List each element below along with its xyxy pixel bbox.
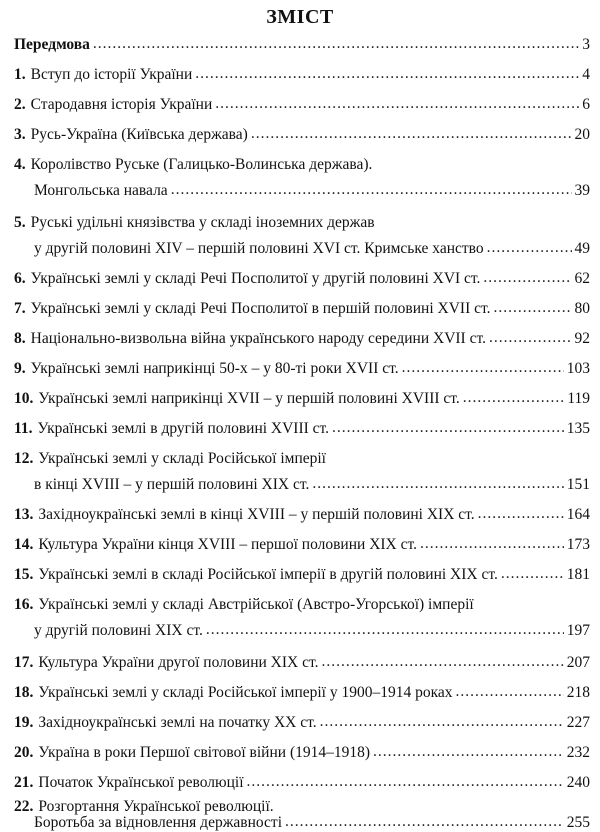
toc-entry-18 <box>14 682 590 702</box>
toc-entry-5-line2 <box>34 238 590 258</box>
toc-page-number: 135 <box>566 420 590 437</box>
toc-entry-number: 8. <box>14 330 26 347</box>
toc-page-number: 80 <box>574 300 590 317</box>
toc-entry-4-line1 <box>14 154 590 174</box>
toc-entry-7 <box>14 298 590 318</box>
toc-page-number: 20 <box>574 126 590 143</box>
toc-entry-number: 16. <box>14 596 34 613</box>
toc-entry-number: 9. <box>14 360 26 377</box>
toc-entry-number: 11. <box>14 420 33 437</box>
toc-entry-title: Початок Української революції <box>38 774 244 791</box>
leader-dots <box>373 745 564 759</box>
toc-entry-number: 22. <box>14 798 34 815</box>
leader-dots <box>402 361 564 375</box>
toc-entry-number: 3. <box>14 126 26 143</box>
toc-entry-preface <box>14 34 590 54</box>
toc-page-number: 240 <box>566 774 590 791</box>
leader-dots <box>247 775 564 789</box>
toc-entry-title: Культура України кінця XVIII – першої половини XIX ст. <box>38 536 417 553</box>
toc-entry-title: Українські землі у складі Австрійської (Австро-Угорської) імперії <box>38 596 474 613</box>
toc-entry-number: 2. <box>14 96 26 113</box>
toc-entry-title-continued: Боротьба за відновлення державності <box>34 814 282 831</box>
toc-entry-number: 7. <box>14 300 26 317</box>
toc-entry-5-line1 <box>14 212 590 232</box>
toc-entry-title: Русь-Україна (Київська держава) <box>30 126 248 143</box>
toc-entry-9 <box>14 358 590 378</box>
toc-entry-12-line2 <box>34 474 590 494</box>
toc-entry-title: Культура України другої половини XIX ст. <box>38 654 319 671</box>
toc-page-number: 151 <box>566 476 590 493</box>
toc-entry-title: Україна в роки Першої світової війни (1914–1918) <box>38 744 371 761</box>
toc-page-number: 181 <box>566 566 590 583</box>
toc-entry-number: 20. <box>14 744 34 761</box>
toc-entry-title: Передмова <box>14 36 90 53</box>
leader-dots <box>489 331 572 345</box>
toc-entry-number: 14. <box>14 536 34 553</box>
toc-entry-16-line2 <box>34 620 590 640</box>
toc-entry-2 <box>14 94 590 114</box>
page-title: ЗМІСТ <box>266 6 334 28</box>
toc-entry-22-line2 <box>34 812 590 832</box>
toc-page-number: 218 <box>566 684 590 701</box>
toc-entry-title-continued: у другій половині XIV – першій половині XVI ст. Кримське ханство <box>34 240 484 257</box>
toc-entry-13 <box>14 504 590 524</box>
toc-page-number: 164 <box>566 506 590 523</box>
leader-dots <box>320 715 564 729</box>
leader-dots <box>493 301 571 315</box>
toc-entry-number: 15. <box>14 566 34 583</box>
toc-entry-title: Національно-визвольна війна українського народу середини XVII ст. <box>30 330 486 347</box>
toc-entry-number: 13. <box>14 506 34 523</box>
toc-entry-1 <box>14 64 590 84</box>
toc-page-number: 173 <box>566 536 590 553</box>
toc-entry-title: Українські землі у складі Речі Посполитої в першій половині XVII ст. <box>30 300 491 317</box>
toc-entry-number: 19. <box>14 714 34 731</box>
leader-dots <box>251 127 572 141</box>
toc-entry-21 <box>14 772 590 792</box>
toc-entry-number: 10. <box>14 390 34 407</box>
toc-entry-number: 4. <box>14 156 26 173</box>
leader-dots <box>456 685 564 699</box>
toc-entry-number: 5. <box>14 214 26 231</box>
toc-page-number: 103 <box>566 360 590 377</box>
leader-dots <box>463 391 565 405</box>
toc-entry-number: 6. <box>14 270 26 287</box>
toc-entry-title: Західноукраїнські землі на початку XX ст. <box>38 714 317 731</box>
toc-entry-8 <box>14 328 590 348</box>
toc-entry-16-line1 <box>14 594 590 614</box>
leader-dots <box>312 477 563 491</box>
toc-entry-number: 12. <box>14 450 34 467</box>
toc-entry-title: Королівство Руське (Галицько-Волинська держава). <box>30 156 373 173</box>
toc-entry-number: 1. <box>14 66 26 83</box>
toc-entry-10 <box>14 388 590 408</box>
leader-dots <box>285 815 564 829</box>
toc-page-number: 119 <box>567 390 590 407</box>
toc-page-number: 255 <box>566 814 590 831</box>
toc-entry-number: 21. <box>14 774 34 791</box>
toc-page-number: 197 <box>566 622 590 639</box>
toc-page-number: 62 <box>574 270 590 287</box>
leader-dots <box>332 421 564 435</box>
toc-entry-title: Українські землі у складі Російської імперії у 1900–1914 роках <box>38 684 453 701</box>
toc-entry-title: Українські землі в складі Російської імперії в другій половині XIX ст. <box>38 566 498 583</box>
toc-entry-title-continued: в кінці XVIII – у першій половині XIX ст. <box>34 476 310 493</box>
toc-entry-title: Українські землі в другій половині XVIII ст. <box>37 420 330 437</box>
toc-page-number: 232 <box>566 744 590 761</box>
toc-entry-14 <box>14 534 590 554</box>
toc-page-number: 227 <box>566 714 590 731</box>
leader-dots <box>420 537 564 551</box>
toc-entry-3 <box>14 124 590 144</box>
leader-dots <box>171 183 572 197</box>
toc-page-number: 4 <box>582 66 590 83</box>
toc-page-number: 49 <box>574 240 590 257</box>
toc-entry-title: Українські землі наприкінці XVII – у першій половині XVIII ст. <box>38 390 460 407</box>
toc-entry-15 <box>14 564 590 584</box>
leader-dots <box>483 271 571 285</box>
toc-page-number: 6 <box>582 96 590 113</box>
toc-entry-11 <box>14 418 590 438</box>
toc-entry-6 <box>14 268 590 288</box>
toc-entry-title: Українські землі наприкінці 50-х – у 80-ті роки XVII ст. <box>30 360 399 377</box>
toc-entry-number: 17. <box>14 654 34 671</box>
toc-entry-17 <box>14 652 590 672</box>
leader-dots <box>501 567 564 581</box>
toc-page-number: 207 <box>566 654 590 671</box>
toc-entry-title: Вступ до історії України <box>30 66 193 83</box>
leader-dots <box>478 507 564 521</box>
leader-dots <box>487 241 572 255</box>
toc-entry-title: Розгортання Української революції. <box>38 798 274 815</box>
leader-dots <box>215 97 579 111</box>
toc-entry-19 <box>14 712 590 732</box>
toc-entry-title: Руські удільні князівства у складі іноземних держав <box>30 214 375 231</box>
toc-entry-number: 18. <box>14 684 34 701</box>
leader-dots <box>206 623 564 637</box>
toc-entry-title: Українські землі у складі Російської імперії <box>38 450 326 467</box>
leader-dots <box>195 67 579 81</box>
toc-entry-title: Українські землі у складі Речі Посполитої у другій половині XVI ст. <box>30 270 481 287</box>
toc-entry-title: Західноукраїнські землі в кінці XVIII – у першій половині XIX ст. <box>38 506 475 523</box>
toc-page-number: 3 <box>582 36 590 53</box>
toc-entry-title-continued: Монгольська навала <box>34 182 168 199</box>
toc-entry-title: Стародавня історія України <box>30 96 213 113</box>
toc-entry-20 <box>14 742 590 762</box>
toc-entry-12-line1 <box>14 448 590 468</box>
toc-entry-title-continued: у другій половині XIX ст. <box>34 622 203 639</box>
toc-page-number: 92 <box>574 330 590 347</box>
toc-page-number: 39 <box>574 182 590 199</box>
leader-dots <box>93 37 579 51</box>
leader-dots <box>321 655 563 669</box>
toc-entry-4-line2 <box>34 180 590 200</box>
